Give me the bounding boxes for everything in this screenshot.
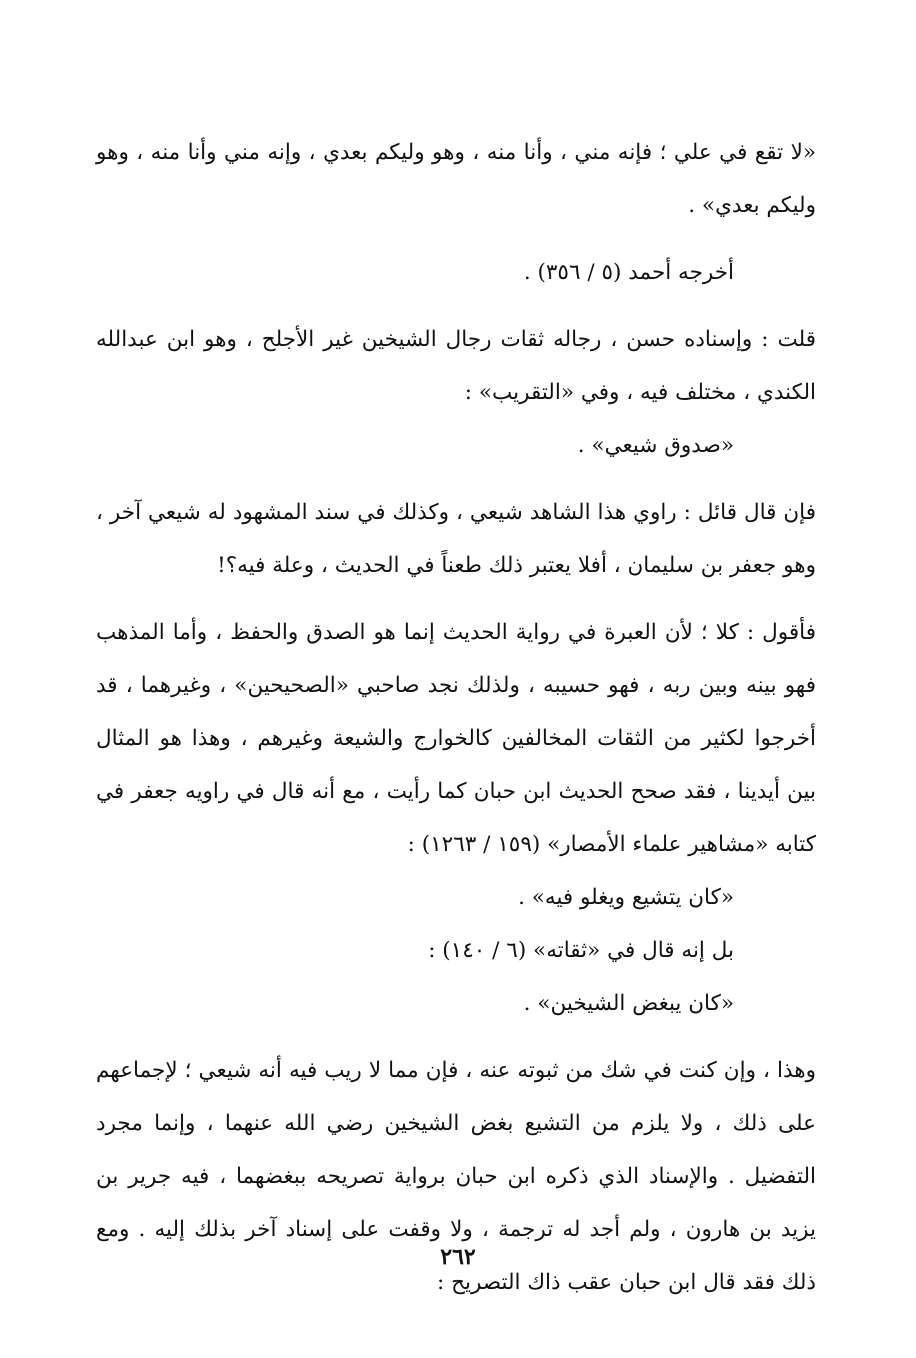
isnad-comment: قلت : وإسناده حسن ، رجاله ثقات رجال الشيخين غير الأجلح ، وهو ابن عبدالله الكندي ، مختلف فيه ، وفي «التقريب» : bbox=[96, 327, 816, 405]
response-paragraph: فأقول : كلا ؛ لأن العبرة في رواية الحديث إنما هو الصدق والحفظ ، وأما المذهب فهو بينه وبين ربه ، فهو حسيبه ، ولذلك نجد صاحبي «الصحيحين» ، وغيرهما ، قد أخرجوا لكثير من الثقات المخالفين كالخوارج والشيعة وغيرهم ، وهذا هو المثال بين أيدينا ، فقد صحح الحديث ابن حبان كما رأيت ، مع أنه قال في راويه جعفر في كتابه «مشاهير علماء الأمصار» (١٥٩ / ١٢٦٣) : bbox=[96, 620, 816, 857]
thiqat-quote: «كان يبغض الشيخين» . bbox=[523, 991, 734, 1016]
closing-paragraph: وهذا ، وإن كنت في شك من ثبوته عنه ، فإن مما لا ريب فيه أنه شيعي ؛ لإجماعهم على ذلك ، ولا يلزم من التشيع بغض الشيخين رضي الله عنهما ، وإنما مجرد التفضيل . والإسناد الذي ذكره ابن حبان برواية تصريحه ببغضهما ، فيه جرير بن يزيد بن هارون ، ولم أجد له ترجمة ، ولا وقفت على إسناد آخر بذلك إليه . ومع ذلك فقد قال ابن حبان عقب ذاك التصريح : bbox=[96, 1058, 816, 1295]
page-number: ٢٦٢ bbox=[440, 1244, 476, 1270]
mashahir-quote: «كان يتشيع ويغلو فيه» . bbox=[518, 885, 734, 910]
page-body bbox=[96, 126, 816, 1323]
thiqat-citation: بل إنه قال في «ثقاته» (٦ / ١٤٠) : bbox=[428, 938, 734, 963]
citation-ahmad: أخرجه أحمد (٥ / ٣٥٦) . bbox=[523, 260, 734, 285]
hadith-text: «لا تقع في علي ؛ فإنه مني ، وأنا منه ، وهو وليكم بعدي ، وإنه مني وأنا منه ، وهو وليكم بعدي» . bbox=[96, 140, 816, 218]
taqrib-quote: «صدوق شيعي» . bbox=[577, 433, 734, 458]
objection-paragraph: فإن قال قائل : راوي هذا الشاهد شيعي ، وكذلك في سند المشهود له شيعي آخر ، وهو جعفر بن سليمان ، أفلا يعتبر ذلك طعناً في الحديث ، وعلة فيه؟! bbox=[96, 500, 816, 578]
